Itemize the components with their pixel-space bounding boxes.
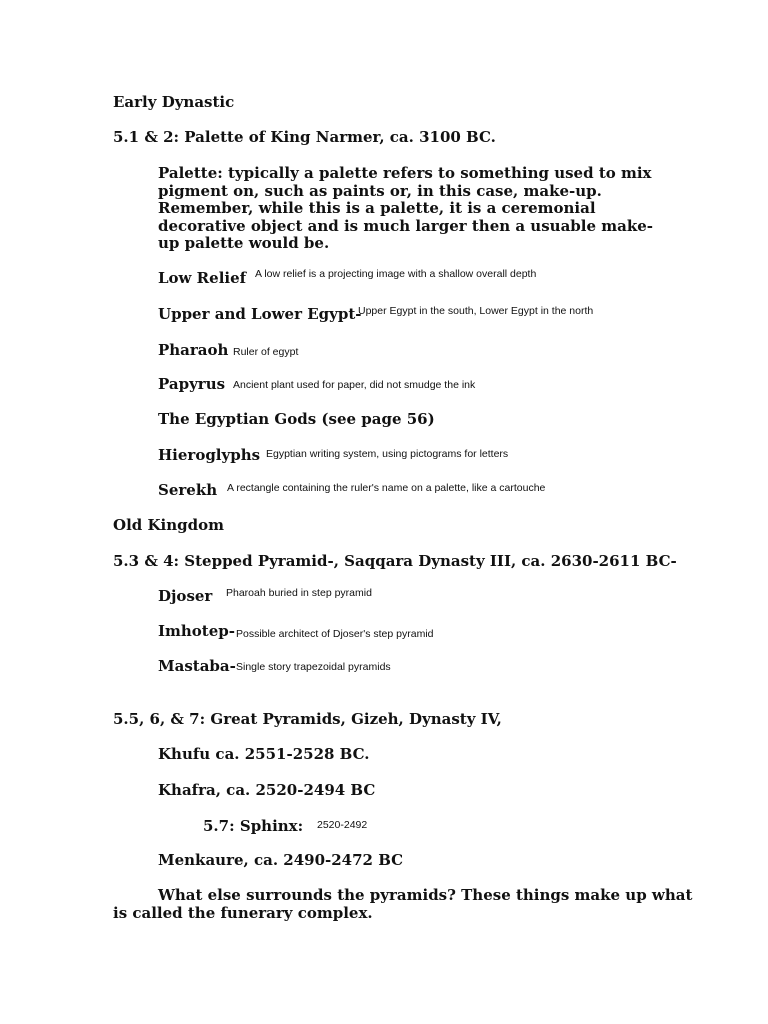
- egyptian-gods-line: The Egyptian Gods (see page 56): [158, 410, 435, 428]
- menkaure-line: Menkaure, ca. 2490-2472 BC: [158, 851, 404, 869]
- definition-hieroglyphs: Egyptian writing system, using pictograms for letters: [266, 448, 509, 460]
- term-mastaba: Mastaba-: [158, 657, 236, 675]
- khafra-line: Khafra, ca. 2520-2494 BC: [158, 781, 376, 799]
- palette-paragraph: Palette: typically a palette refers to something used to mix pigment on, such as paints or, in this case, make-up. Remember, while this is a palette, it is a ceremonial decorative object and is much larger then a usuable make-up palette would be.: [158, 164, 653, 252]
- definition-serekh: A rectangle containing the ruler's name on a palette, like a cartouche: [227, 482, 546, 494]
- term-low-relief: Low Relief: [158, 269, 247, 287]
- stepped-pyramid-heading: 5.3 & 4: Stepped Pyramid-, Saqqara Dynasty III, ca. 2630-2611 BC-: [113, 552, 677, 570]
- definition-djoser: Pharoah buried in step pyramid: [226, 587, 372, 599]
- term-imhotep: Imhotep-: [158, 622, 235, 640]
- term-serekh: Serekh: [158, 481, 218, 499]
- definition-pharaoh: Ruler of egypt: [233, 346, 299, 358]
- closing-question-line-1: What else surrounds the pyramids? These things make up what: [158, 886, 693, 904]
- definition-upper-lower-egypt: Upper Egypt in the south, Lower Egypt in the north: [358, 305, 594, 317]
- great-pyramids-heading: 5.5, 6, & 7: Great Pyramids, Gizeh, Dynasty IV,: [113, 710, 502, 728]
- definition-papyrus: Ancient plant used for paper, did not smudge the ink: [233, 379, 476, 391]
- term-papyrus: Papyrus: [158, 375, 226, 393]
- term-sphinx: 5.7: Sphinx:: [203, 817, 304, 835]
- khufu-line: Khufu ca. 2551-2528 BC.: [158, 745, 370, 763]
- definition-sphinx: 2520-2492: [317, 819, 368, 831]
- closing-question-line-2: is called the funerary complex.: [113, 904, 373, 922]
- term-djoser: Djoser: [158, 587, 213, 605]
- definition-imhotep: Possible architect of Djoser's step pyramid: [236, 628, 434, 640]
- term-hieroglyphs: Hieroglyphs: [158, 446, 261, 464]
- narmer-heading: 5.1 & 2: Palette of King Narmer, ca. 3100 BC.: [113, 128, 496, 146]
- definition-low-relief: A low relief is a projecting image with a shallow overall depth: [255, 268, 537, 280]
- term-pharaoh: Pharaoh: [158, 341, 229, 359]
- section-heading-early-dynastic: Early Dynastic: [113, 93, 235, 111]
- section-heading-old-kingdom: Old Kingdom: [113, 516, 224, 534]
- term-upper-lower-egypt: Upper and Lower Egypt-: [158, 305, 362, 323]
- definition-mastaba: Single story trapezoidal pyramids: [236, 661, 391, 673]
